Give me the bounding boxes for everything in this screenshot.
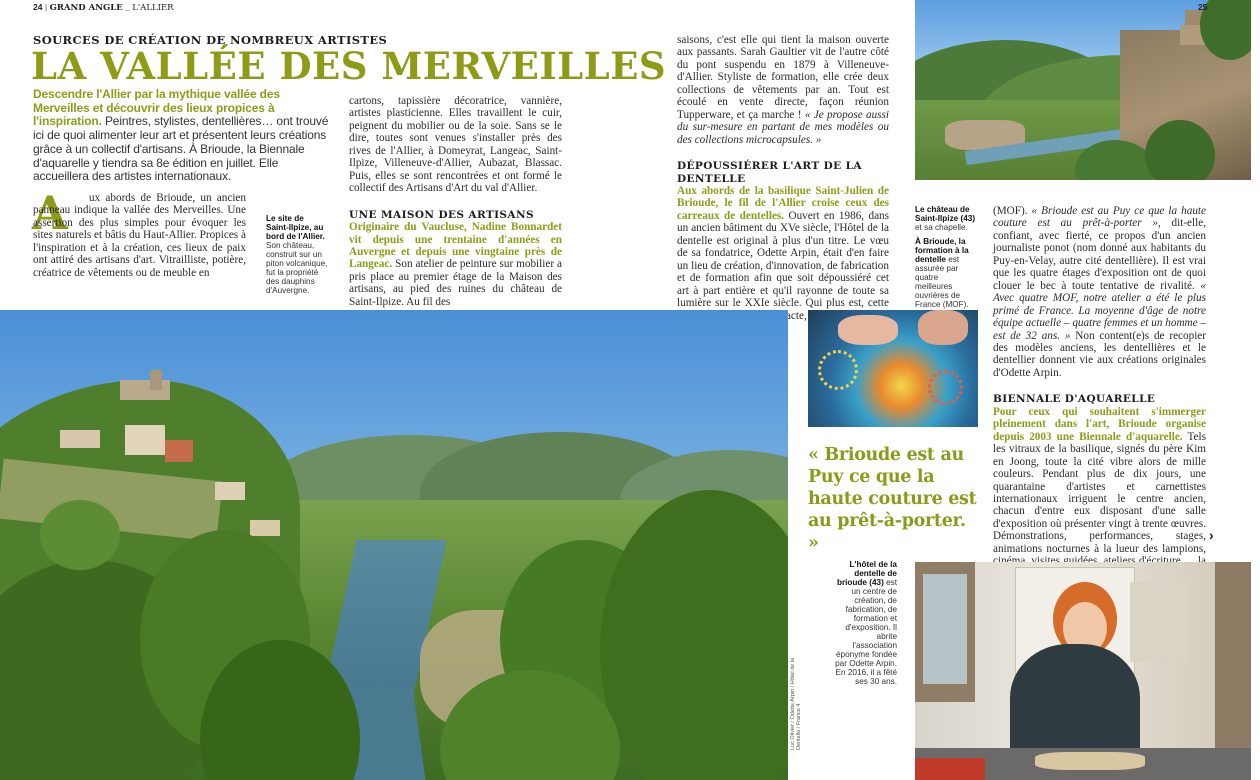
sub3-lead: Pour ceux qui souhaitent s'immerger pleinement dans l'art, Brioude organise depuis 2003 une Biennale d'aquarelle. bbox=[993, 405, 1206, 443]
col4-text-c: Non content(e)s de recopier des modèles anciens, les dentellières et le dentellier donnent vie aux créations originales d'Odette Arpin. bbox=[993, 329, 1206, 379]
article-title: LA VALLÉE DES MERVEILLES bbox=[31, 44, 667, 88]
caption-hotel-dentelle bbox=[835, 560, 897, 686]
subheading-dentelle: DÉPOUSSIÉRER L'ART DE LA DENTELLE bbox=[677, 160, 862, 185]
column-4 bbox=[993, 205, 1206, 593]
subheading-biennale: BIENNALE D'AQUARELLE bbox=[993, 393, 1156, 406]
sub2-lead: Aux abords de la basilique Saint-Julien de Brioude, le fil de l'Allier croise ceux des carreaux de dentelles. bbox=[677, 184, 889, 222]
page-number-left: 24 bbox=[33, 2, 43, 12]
sub1-lead: Originaire du Vaucluse, Nadine Bonnardet vit depuis une trentaine d'années en Auvergne et depuis une vingtaine près de Langeac. bbox=[349, 221, 562, 271]
page-number-right: 25 bbox=[1198, 2, 1208, 12]
caption-hotel-rest: est un centre de création, de fabrication, de formation et d'exposition. Il abrite l'association éponyme fondée par Odette Arpin. En 2016, il a fêté ses 30 ans. bbox=[835, 578, 897, 686]
article-intro bbox=[33, 88, 335, 184]
continue-arrow-icon: › bbox=[1209, 527, 1214, 543]
col3-quote: « Je propose aussi du sur-mesure en partant de mes modèles ou des collections microcapsules. » bbox=[677, 108, 889, 146]
col4-quote-2: « Avec quatre MOF, notre atelier a été le plus primé de France. La moyenne d'âge de notre équipe actuelle – quatre femmes et un homme – est de 32 ans. » bbox=[993, 279, 1206, 342]
column-3 bbox=[677, 34, 889, 334]
column-1 bbox=[32, 186, 246, 279]
caption-hotel-bold: L'hôtel de la dentelle de brioude (43) bbox=[836, 560, 897, 587]
caption-chateau-bold: Le château de Saint-Ilpize (43) bbox=[915, 205, 976, 223]
caption-chateau-rest: et sa chapelle. bbox=[915, 223, 968, 232]
photo-credit: Luc Olivier / Odette Arpin / Hôtel de la Dentelle / France 4 bbox=[790, 657, 802, 750]
sub-section-label: L'ALLIER bbox=[132, 3, 174, 13]
caption-chateau bbox=[915, 205, 977, 232]
caption-brioude-bold: À Brioude, la formation à la dentelle bbox=[915, 237, 969, 264]
subheading-maison-artisans: UNE MAISON DES ARTISANS bbox=[349, 208, 534, 221]
column-2 bbox=[349, 95, 562, 308]
sub1-text: Son atelier de peinture sur mobilier a pris place au premier étage de la Maison des artisans, au pied des ruines du château de Saint-Ilpize. Au fil des bbox=[349, 258, 562, 308]
col4-text-a: (MOF). bbox=[993, 205, 1032, 217]
sub2-text: Ouvert en 1986, dans un ancien bâtiment du XVe siècle, l'Hôtel de la dentelle est original à plus d'un titre. Le vœu de sa fondatrice, Odette Arpin, était d'en faire un lieu de création, d'innovation, de fabrication et de formation afin que soit dépoussiéré cet art à part entière et qu'il rayonne de toute sa lumière sur le XXIe siècle. Qui plus est, cette bbox=[677, 209, 889, 310]
photo-vallee-allier bbox=[0, 310, 788, 780]
caption-ilpize-rest: Son château, construit sur un piton volcanique, fut la propriété des dauphins d'Auvergne. bbox=[266, 241, 328, 295]
photo-dentelliere bbox=[915, 562, 1251, 780]
caption-brioude-rest: est assurée par quatre meilleures ouvrières de France (MOF). bbox=[915, 255, 969, 309]
col4-quote-1: « Brioude est au Puy ce que la haute couture est au prêt-à-porter » bbox=[993, 205, 1206, 230]
col3-text: saisons, c'est elle qui tient la maison ouverte aux passants. Sarah Gaultier vit de l'autre côté du pont suspendu en 1879 à Villeneuve-d'Allier. Styliste de formation, elle crée deux collections de vêtements par an. Tout est écoulé en vente directe, façon réunion Tupperware, et ça marche ! bbox=[677, 34, 889, 121]
caption-brioude-formation bbox=[915, 237, 977, 309]
section-label: GRAND ANGLE bbox=[49, 3, 123, 13]
pull-quote: « Brioude est au Puy ce que la haute couture est au prêt-à-porter. » bbox=[808, 445, 977, 553]
intro-rest: Peintres, stylistes, dentellières… ont trouvé ici de quoi alimenter leur art et présentent leurs créations grâce à un collectif d'artisans. À Brioude, la Biennale d'aquarelle y tiendra sa 8e édition en juillet. Elle accueillera des artistes internationaux. bbox=[33, 114, 329, 184]
drop-cap: A bbox=[32, 186, 68, 240]
col2-paragraph: cartons, tapissière décoratrice, vannière, artistes plasticienne. Elles travaillent le cuir, peignent du mobilier ou de la soie. Sans se le dire, toutes sont venues s'installer près des rives de l'Allier, à Domeyrat, Langeac, Saint-Ilpize, Villeneuve-d'Allier, Aubazat, Blassac. Puis, elles se sont rencontrées et ont formé le collectif des Artisans d'Art du val d'Allier. bbox=[349, 95, 562, 195]
article-kicker: SOURCES DE CRÉATION DE NOMBREUX ARTISTES bbox=[33, 33, 388, 47]
photo-dentelle-couleurs bbox=[808, 310, 978, 427]
intro-lead: Descendre l'Allier par la mythique vallée des Merveilles et découvrir des lieux propices à l'inspiration. bbox=[33, 87, 280, 129]
photo-chateau-saint-ilpize bbox=[915, 0, 1251, 180]
page-header-left: 24 | GRAND ANGLE _ L'ALLIER bbox=[33, 2, 174, 13]
col1-paragraph: ux abords de Brioude, un ancien panneau indique la vallée des Merveilles. Une assertion des plus simples pour évoquer les sites naturels et bâtis du Haut-Allier. Propices à l'inspiration et à la création, ces lieux de paix ont attiré des artisans d'art. Vitrailliste, potière, créatrice de vêtements ou de meuble en bbox=[33, 192, 246, 279]
caption-saint-ilpize bbox=[266, 214, 328, 295]
col4-text-b: , dit-elle, confiant, avec fierté, ce propos d'un ancien journaliste ponot (nom donné aux habitants du Puy-en-Velay, autre cité dentellière). Il est vrai que les quatre étages d'exposition ont de quoi clouer le bec à toute tentative de rivalité. bbox=[993, 217, 1206, 292]
caption-ilpize-bold: Le site de Saint-Ilpize, au bord de l'Allier. bbox=[266, 214, 325, 241]
sub3-text: Tels les vitraux de la basilique, signés du père Kim en Joong, toute la cité vibre alors de mille couleurs. Pendant plus de dix jours, une quarantaine d'artistes et carnettistes internationaux irriguent le centre ancien, chacun d'entre eux disposant d'une salle d'exposition où présenter vingt à trente œuvres. Démonstrations, performances, stages, animations nocturnes à la lueur des lampions, bbox=[993, 430, 1206, 555]
